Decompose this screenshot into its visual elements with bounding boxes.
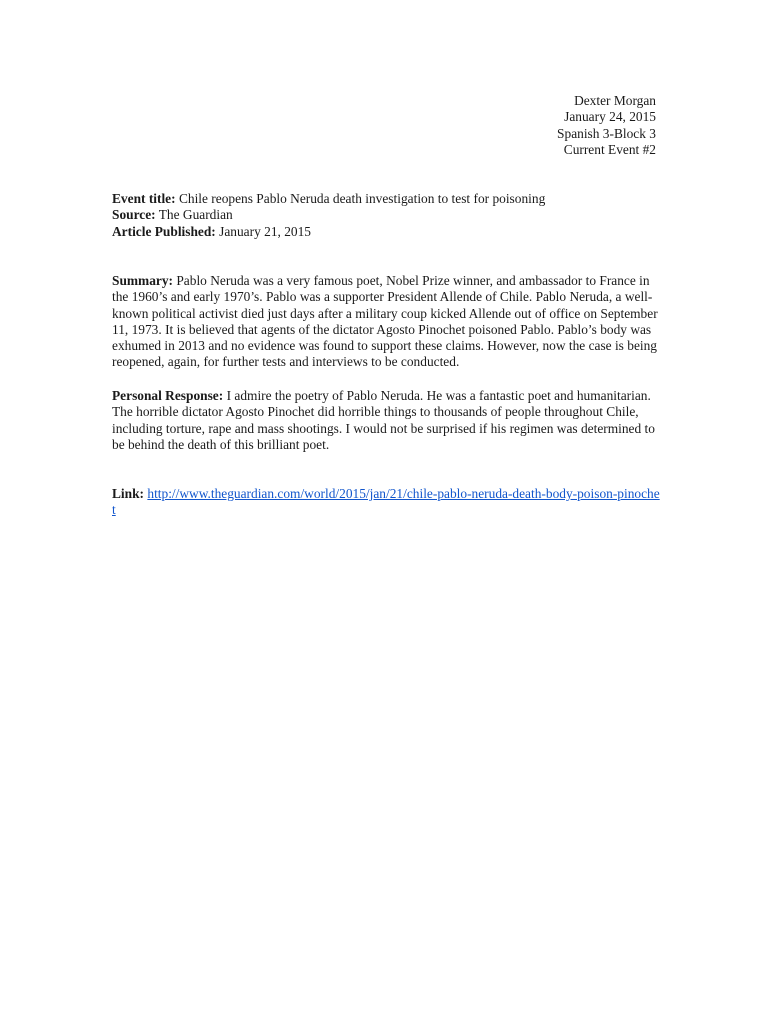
author-name: Dexter Morgan (574, 93, 656, 108)
event-title-label: Event title: (112, 191, 176, 206)
event-title-line (112, 191, 660, 207)
response-label: Personal Response: (112, 388, 224, 403)
response-text: I admire the poetry of Pablo Neruda. He was a fantastic poet and humanitarian. The horrible dictator Agosto Pinochet did horrible things to thousands of people throughout Chile, including torture, rape and mass shootings. I would not be surprised if his regimen was determined to be behind the death of this brilliant poet. (112, 388, 655, 452)
summary-text: Pablo Neruda was a very famous poet, Nobel Prize winner, and ambassador to France in the 1960’s and early 1970’s. Pablo was a supporter President Allende of Chile. Pablo Neruda, a well-known political activist died just days after a military coup kicked Allende out of office on September 11, 1973. It is believed that agents of the dictator Agosto Pinochet poisoned Pablo. Pablo’s body was exhumed in 2013 and no evidence was found to support these claims. However, now the case is being reopened, again, for further tests and interviews to be conducted. (112, 273, 658, 370)
document-date: January 24, 2015 (564, 109, 656, 125)
summary-section (112, 273, 660, 371)
header-block (557, 93, 656, 158)
article-link[interactable]: http://www.theguardian.com/world/2015/jan/21/chile-pablo-neruda-death-body-poison-pinochet (112, 486, 660, 518)
link-label: Link: (112, 486, 145, 501)
link-paragraph (112, 486, 660, 519)
published-label: Article Published: (112, 223, 216, 239)
source-line (112, 207, 660, 223)
response-section (112, 388, 660, 453)
published-value: January 21, 2015 (219, 223, 311, 239)
published-line (112, 224, 660, 240)
class-name: Spanish 3-Block 3 (557, 125, 656, 141)
source-label: Source: (112, 207, 156, 223)
event-title: Chile reopens Pablo Neruda death investigation to test for poisoning (178, 191, 546, 206)
event-meta (112, 191, 660, 240)
source-value: The Guardian (158, 207, 233, 223)
assignment-name: Current Event #2 (563, 141, 656, 157)
summary-label: Summary: (112, 273, 173, 288)
summary-paragraph (112, 273, 660, 371)
link-section (112, 486, 660, 519)
response-paragraph (112, 388, 660, 453)
